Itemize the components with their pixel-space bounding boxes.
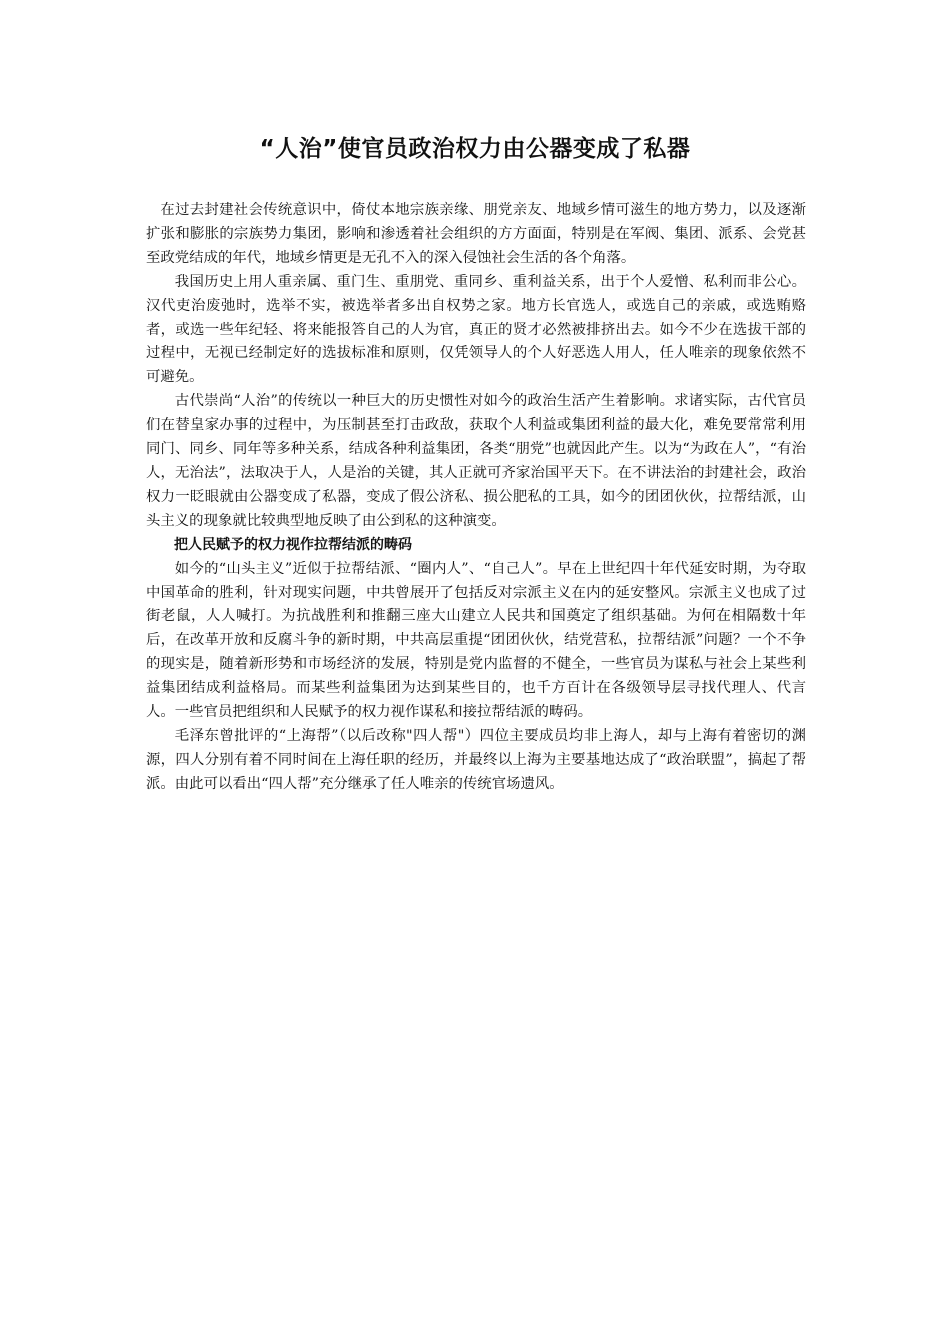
paragraph-3: 古代崇尚“人治”的传统以一种巨大的历史惯性对如今的政治生活产生着影响。求诸实际，古代官员们在替皇家办事的过程中，为压制甚至打击政敌，获取个人利益或集团利益的最大化，难免要常常利用同门、同乡、同年等多种关系，结成各种利益集团，各类“朋党”也就因此产生。以为“为政在人”，“有治人，无治法”，法取决于人，人是治的关键，其人正就可齐家治国平天下。在不讲法治的封建社会，政治权力一眨眼就由公器变成了私器，变成了假公济私、损公肥私的工具，如今的团团伙伙，拉帮结派，山头主义的现象就比较典型地反映了由公到私的这种演变。 [146,393,806,529]
article-body [146,199,806,797]
paragraph-1: 在过去封建社会传统意识中，倚仗本地宗族亲缘、朋党亲友、地域乡情可滋生的地方势力，以及逐渐扩张和膨胀的宗族势力集团，影响和渗透着社会组织的方方面面，特别是在军阀、集团、派系、会党甚至政党结成的年代，地域乡情更是无孔不入的深入侵蚀社会生活的各个角落。 [146,202,806,266]
section-subheading: 把人民赋予的权力视作拉帮结派的畴码 [174,536,412,553]
paragraph-2: 我国历史上用人重亲属、重门生、重朋党、重同乡、重利益关系，出于个人爱憎、私利而非公心。汉代吏治废弛时，选举不实，被选举者多出自权势之家。地方长官选人，或选自己的亲戚，或选贿赂者，或选一些年纪轻、将来能报答自己的人为官，真正的贤才必然被排挤出去。如今不少在选拔干部的过程中，无视已经制定好的选拔标准和原则，仅凭领导人的个人好恶选人用人，任人唯亲的现象依然不可避免。 [146,273,806,386]
paragraph-5: 毛泽东曾批评的“上海帮”（以后改称"四人帮"）四位主要成员均非上海人，却与上海有着密切的渊源，四人分别有着不同时间在上海任职的经历，并最终以上海为主要基地达成了“政治联盟”，搞起了帮派。由此可以看出“四人帮”充分继承了任人唯亲的传统官场遗风。 [146,727,806,792]
page-title: “人治”使官员政治权力由公器变成了私器 [259,136,691,162]
paragraph-4: 如今的“山头主义”近似于拉帮结派、“圈内人”、“自己人”。早在上世纪四十年代延安时期，为夺取中国革命的胜利，针对现实问题，中共曾展开了包括反对宗派主义在内的延安整风。宗派主义也成了过街老鼠，人人喊打。为抗战胜利和推翻三座大山建立人民共和国奠定了组织基础。为何在相隔数十年后，在改革开放和反腐斗争的新时期，中共高层重提“团团伙伙，结党营私，拉帮结派”问题？一个不争的现实是，随着新形势和市场经济的发展，特别是党内监督的不健全，一些官员为谋私与社会上某些利益集团结成利益格局。而某些利益集团为达到某些目的，也千方百计在各级领导层寻找代理人、代言人。一些官员把组织和人民赋予的权力视作谋私和接拉帮结派的畴码。 [146,560,806,721]
